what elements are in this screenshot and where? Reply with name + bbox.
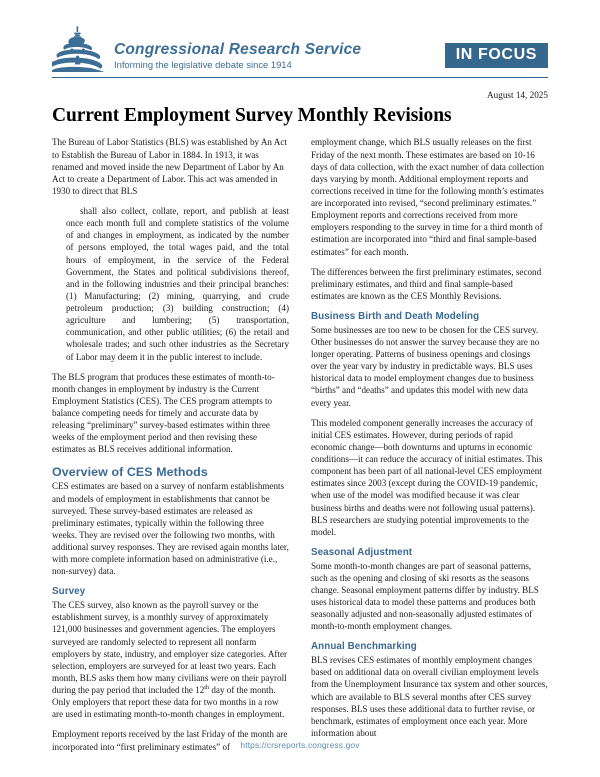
left-column xyxy=(52,136,289,752)
intro-paragraph: The Bureau of Labor Statistics (BLS) was established by An Act to Establish the Bureau of Labor in 1884. In 1913, it was renamed and moved inside the new Department of Labor by An Act to create a Department of Labor. This act was amended in 1930 to direct that BLS xyxy=(52,137,287,196)
annual-benchmarking-paragraph: BLS revises CES estimates of monthly employment changes based on additional data on overall civilian employment levels from the Unemployment Insurance tax system and other sources, which are available to BLS several months after CES survey responses. BLS uses these additional data to further revise, or benchmark, estimates of employment once each year. More information about xyxy=(311,655,548,738)
subsection-heading-annual-benchmarking: Annual Benchmarking xyxy=(311,641,417,653)
brand-title: Congressional Research Service xyxy=(114,40,362,58)
subsection-heading-business-birth-and-death-modeling: Business Birth and Death Modeling xyxy=(311,311,480,323)
continuation-paragraph: employment change, which BLS usually releases on the first Friday of the next month. These estimates are based on 10-16 days of data collection, with the exact number of data collection days varying by month. Additional employment reports and corrections received in time for the following month’s estimates are incorporated into revised, “second preliminary estimates.” Employment reports and corrections received from more employers responding to the survey in time for a third month of estimation are incorporated into “third and final sample-based estimates” for each month. xyxy=(311,137,545,257)
document-date: August 14, 2025 xyxy=(487,90,548,100)
employment-reports-paragraph: Employment reports received by the last Friday of the month are incorporated into “first preliminary estimates” of xyxy=(52,729,288,752)
crs-capitol-dome-logo-icon xyxy=(52,26,108,72)
body-columns xyxy=(52,136,548,752)
survey-paragraph-ordinal: th xyxy=(204,684,210,692)
subsection-heading-survey: Survey xyxy=(52,586,86,598)
birth-death-paragraph-2: This modeled component generally increases the accuracy of initial CES estimates. However, during periods of rapid economic change—both downturns and upturns in economic conditions—it can reduce the accuracy of initial estimates. This component has been part of all national-level CES employment estimates since 2003 (except during the COVID-19 pandemic, when use of the model was modified because it was clear business births and deaths were not following usual patterns). BLS researchers are studying potential improvements to the model. xyxy=(311,417,543,537)
survey-paragraph-part2: day of the month. Only employers that report these data for two months in a row are used in estimating month-to-month changes in employment. xyxy=(52,685,285,720)
right-column xyxy=(311,136,548,739)
subsection-heading-seasonal-adjustment: Seasonal Adjustment xyxy=(311,546,413,558)
masthead xyxy=(52,0,548,72)
seasonal-adjustment-paragraph: Some month-to-month changes are part of seasonal patterns, such as the opening and closing of ski resorts as the seasons change. Seasonal employment patterns differ by industry. BLS uses historical data to model these patterns and produces both seasonally adjusted and non-seasonally adjusted estimates of month-to-month employment changes. xyxy=(311,560,539,632)
statute-block-quote: shall also collect, collate, report, and publish at least once each month full and complete statistics of the volume of and changes in employment, as indicated by the number of persons employed, the total wages paid, and the total hours of employment, in the service of the Federal Government, the States and political subdivisions thereof, and in the following industries and their principal branches: (1) Manufacturing; (2) mining, quarrying, and crude petroleum production; (3) building construction; (4) agriculture and lumbering; (5) transportation, communication, and other public utilities; (6) the retail and wholesale trades; and such other industries as the Secretary of Labor may deem it in the public interest to include. xyxy=(66,206,289,362)
overview-paragraph: CES estimates are based on a survey of nonfarm establishments and models of employment in establishments that cannot be surveyed. These survey-based estimates are released as preliminary estimates, typically within the following three weeks. They are revised over the following two months, with additional survey responses. They are revised again months later, with more complete information based on administrative (i.e., non-survey) data. xyxy=(52,481,289,577)
birth-death-paragraph-1: Some businesses are too new to be chosen for the CES survey. Other businesses do not answer the survey because they are no longer operating. Patterns of business openings and closings over the year vary by industry in predictable ways. BLS uses historical data to model employment changes due to business “births” and “deaths” and updates this model with new data every year. xyxy=(311,324,540,408)
masthead-divider xyxy=(52,77,548,78)
differences-paragraph: The differences between the first preliminary estimates, second preliminary estimates, and third and final sample-based estimates are known as the CES Monthly Revisions. xyxy=(311,266,542,301)
brand-text-block xyxy=(114,42,361,72)
survey-paragraph-part1: The CES survey, also known as the payroll survey or the establishment survey, is a monthly survey of approximately 121,000 businesses and government agencies. The employers surveyed are randomly selected to represent all nonfarm employers by state, industry, and employer size categories. After selection, employers are surveyed for at least two years. Each month, BLS asks them how many civilians were on their payroll during the pay period that included the 12 xyxy=(52,600,288,696)
in-focus-badge: IN FOCUS xyxy=(445,43,548,68)
footer-url-link[interactable]: https://crsreports.congress.gov xyxy=(240,740,360,750)
ces-program-paragraph: The BLS program that produces these estimates of month-to-month changes in employment by industry is the Current Employment Statistics (CES). The CES program attempts to balance competing needs for timely and accurate data by releasing “preliminary” survey-based estimates within three weeks of the employment period and then revising these estimates as BLS receives additional information. xyxy=(52,371,275,455)
section-heading-overview-of-ces-methods: Overview of CES Methods xyxy=(52,464,208,479)
survey-paragraph xyxy=(52,599,289,720)
crs-brand xyxy=(52,26,361,72)
brand-tagline: Informing the legislative debate since 1914 xyxy=(114,58,292,70)
page-title: Current Employment Survey Monthly Revisions xyxy=(52,105,452,126)
